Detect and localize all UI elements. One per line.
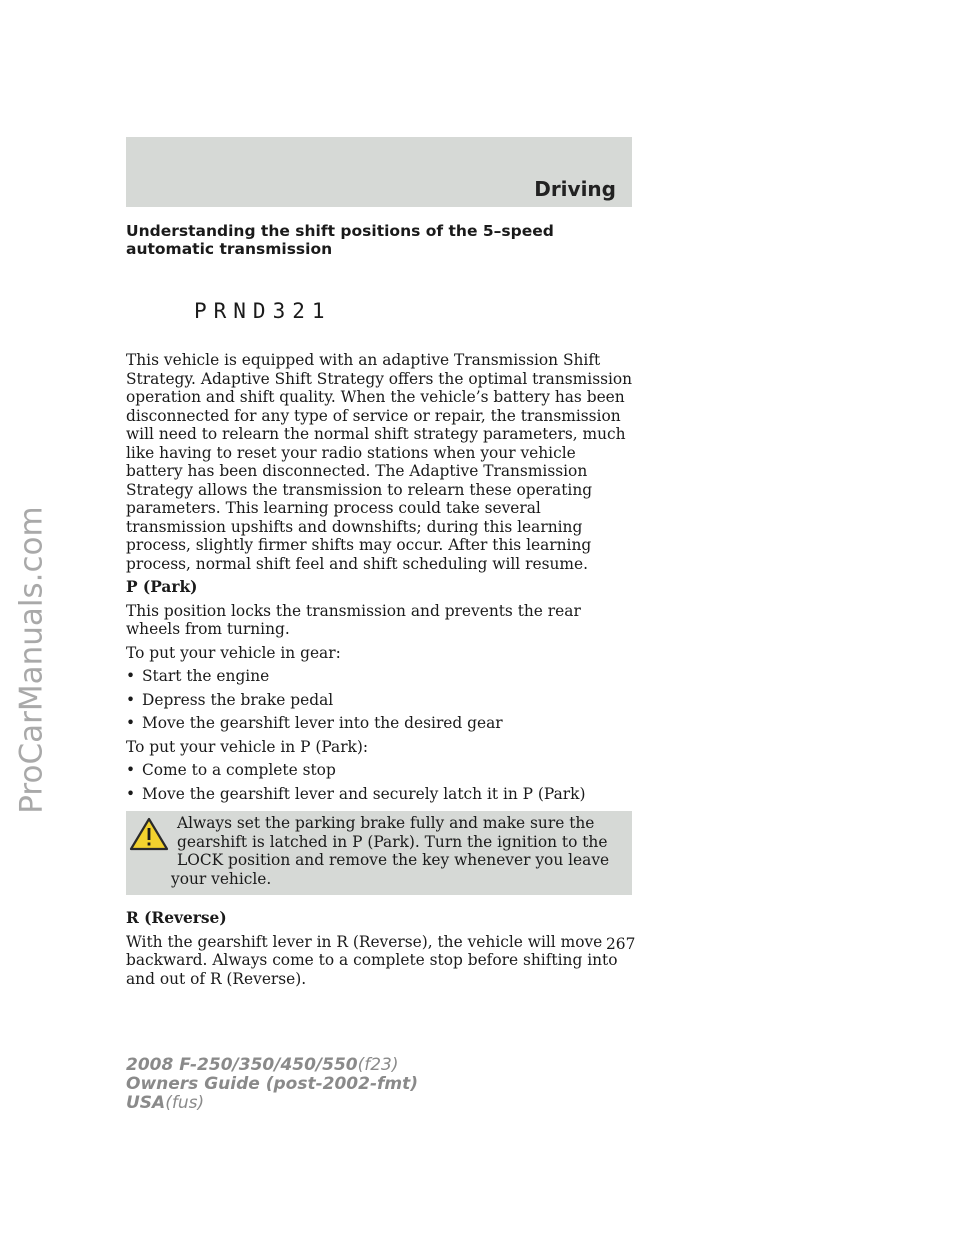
bullet-icon: • (126, 690, 136, 709)
reverse-heading: R (Reverse) (126, 909, 227, 927)
in-gear-steps (126, 667, 634, 733)
park-intro: To put your vehicle in P (Park): (126, 737, 369, 756)
warning-triangle-icon (127, 815, 171, 853)
footer-guide-line: Owners Guide (post-2002-fmt) (126, 1074, 419, 1094)
list-item: • Start the engine (126, 667, 270, 685)
page-number: 267 (606, 935, 636, 953)
park-heading: P (Park) (126, 578, 198, 596)
list-item: • Move the gearshift lever and securely latch it in P (Park) (126, 784, 586, 803)
page-heading: Understanding the shift positions of the 5–speed automatic transmission (126, 222, 554, 258)
list-item: • Depress the brake pedal (126, 690, 334, 709)
bullet-icon: • (126, 784, 136, 803)
bullet-icon: • (126, 667, 136, 685)
document-footer (126, 1056, 418, 1113)
park-description: This position locks the transmission and prevents the rear wheels from turning. (126, 601, 581, 638)
page-content (126, 222, 634, 988)
list-item: • Move the gearshift lever into the desired gear (126, 714, 503, 732)
footer-model-line: 2008 F-250/350/450/550(f23) (126, 1055, 399, 1075)
section-title: Driving (534, 177, 616, 201)
section-header-band (126, 137, 632, 207)
watermark-text: ProCarManuals.com (14, 506, 50, 814)
in-gear-intro: To put your vehicle in gear: (126, 643, 341, 662)
bullet-icon: • (126, 714, 136, 732)
warning-text: Always set the parking brake fully and make sure the gearshift is latched in P (Park). Turn the ignition to the LOCK position and remove the key whenever you leave your vehicle. (171, 814, 610, 888)
park-steps (126, 761, 634, 803)
footer-region-line: USA(fus) (126, 1093, 205, 1113)
side-watermark (12, 160, 52, 1160)
gear-indicator: PRND321 (194, 299, 332, 323)
reverse-description: With the gearshift lever in R (Reverse), the vehicle will move backward. Always come to a complete stop before shifting into and out of R (Reverse). (126, 932, 618, 988)
list-item: • Come to a complete stop (126, 761, 336, 779)
warning-box (126, 811, 632, 895)
bullet-icon: • (126, 761, 136, 779)
intro-paragraph: This vehicle is equipped with an adaptive Transmission Shift Strategy. Adaptive Shift Strategy offers the optimal transmission operation and shift quality. When the vehicle’s battery has been disconnected for any type of service or repair, the transmission will need to relearn the normal shift strategy parameters, much like having to reset your radio stations when your vehicle battery has been disconnected. The Adaptive Transmission Strategy allows the transmission to relearn these operating parameters. This learning process could take several transmission upshifts and downshifts; during this learning process, slightly firmer shifts may occur. After this learning process, normal shift feel and shift scheduling will resume. (126, 351, 633, 573)
